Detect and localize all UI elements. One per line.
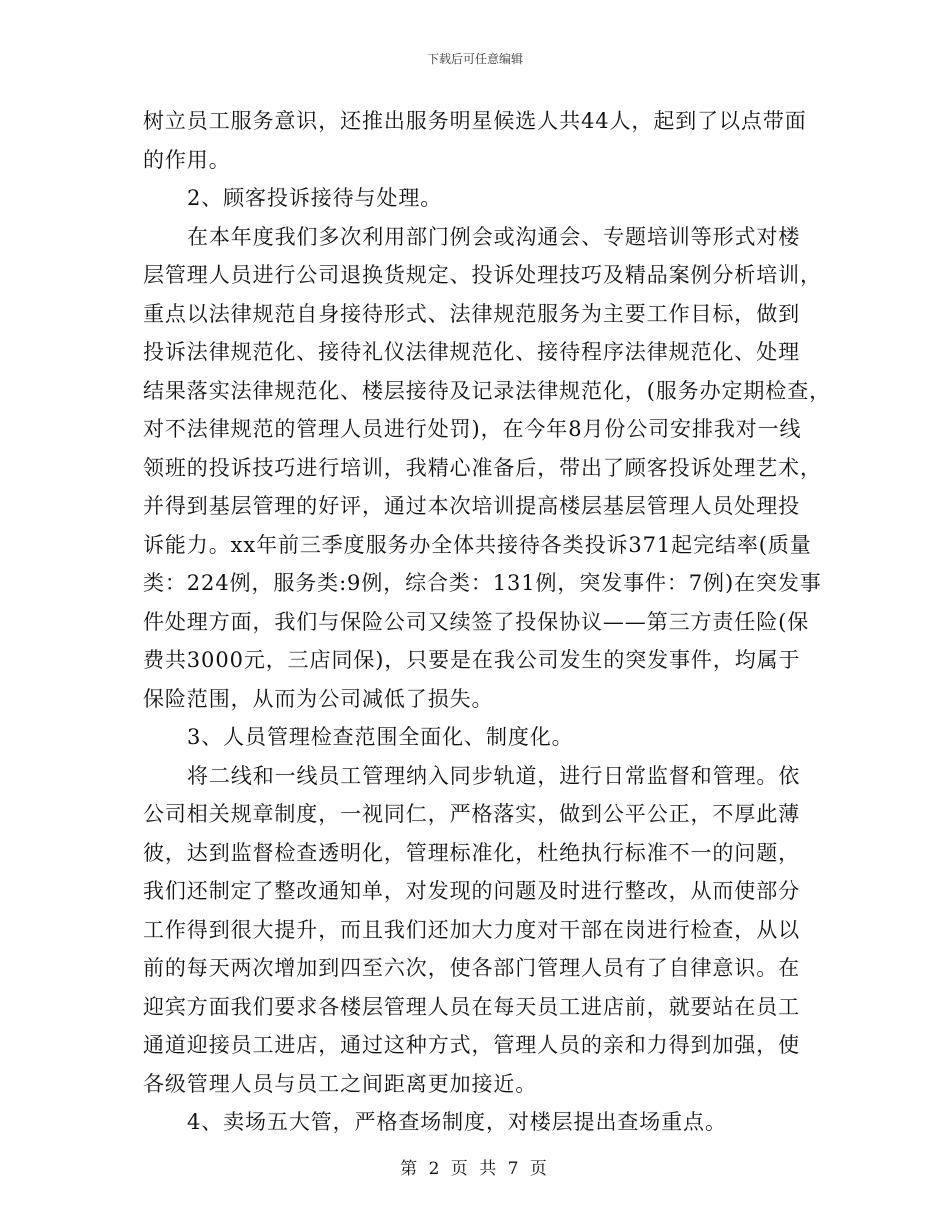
page-header: 下载后可任意编辑 bbox=[426, 52, 523, 66]
text-line: 工作得到很大提升，而且我们还加大力度对干部在岗进行检查，从以 bbox=[143, 917, 800, 942]
text-line: 的作用。 bbox=[143, 147, 231, 172]
text-line: 我们还制定了整改通知单，对发现的问题及时进行整改，从而使部分 bbox=[143, 879, 800, 903]
text-line: 迎宾方面我们要求各楼层管理人员在每天员工进店前，就要站在员工 bbox=[143, 994, 800, 1019]
text-line: 重点以法律规范自身接待形式、法律规范服务为主要工作目标，做到 bbox=[143, 301, 800, 326]
document-body bbox=[143, 102, 843, 1142]
text-line: 投诉法律规范化、接待礼仪法律规范化、接待程序法律规范化、处理 bbox=[143, 340, 800, 364]
text-line: 领班的投诉技巧进行培训，我精心准备后，带出了顾客投诉处理艺术， bbox=[143, 455, 822, 480]
text-line: 诉能力。xx年前三季度服务办全体共接待各类投诉371起完结率(质量 bbox=[143, 532, 812, 557]
text-line: 在本年度我们多次利用部门例会或沟通会、专题培训等形式对楼 bbox=[187, 224, 801, 249]
text-line: 件处理方面，我们与保险公司又续签了投保协议——第三方责任险(保 bbox=[143, 609, 810, 634]
text-line: 类：224例，服务类:9例，综合类：131例，突发事件：7例)在突发事 bbox=[143, 571, 822, 595]
text-line: 结果落实法律规范化、楼层接待及记录法律规范化，(服务办定期检查， bbox=[143, 378, 831, 403]
text-line: 保险范围，从而为公司减低了损失。 bbox=[143, 686, 494, 711]
text-line: 前的每天两次增加到四至六次，使各部门管理人员有了自律意识。在 bbox=[143, 956, 800, 980]
text-line: 通道迎接员工进店，通过这种方式，管理人员的亲和力得到加强，使 bbox=[143, 1033, 800, 1057]
text-line: 将二线和一线员工管理纳入同步轨道，进行日常监督和管理。依 bbox=[187, 763, 801, 788]
text-line: 公司相关规章制度，一视同仁，严格落实，做到公平公正，不厚此薄 bbox=[143, 802, 800, 826]
text-line: 3、人员管理检查范围全面化、制度化。 bbox=[187, 725, 574, 749]
text-line: 4、卖场五大管，严格查场制度，对楼层提出查场重点。 bbox=[187, 1110, 727, 1134]
text-line: 层管理人员进行公司退换货规定、投诉处理技巧及精品案例分析培训， bbox=[143, 263, 822, 287]
text-line: 费共3000元，三店同保)，只要是在我公司发生的突发事件，均属于 bbox=[143, 648, 801, 672]
text-line: 各级管理人员与员工之间距离更加接近。 bbox=[143, 1071, 538, 1096]
text-line: 2、顾客投诉接待与处理。 bbox=[187, 186, 443, 210]
text-line: 树立员工服务意识，还推出服务明星候选人共44人，起到了以点带面 bbox=[143, 109, 807, 133]
text-line: 并得到基层管理的好评，通过本次培训提高楼层基层管理人员处理投 bbox=[143, 494, 800, 518]
text-line: 彼，达到监督检查透明化，管理标准化，杜绝执行标准不一的问题， bbox=[143, 840, 800, 865]
page-footer: 第 2 页 共 7 页 bbox=[400, 1159, 550, 1179]
text-line: 对不法律规范的管理人员进行处罚)，在今年8月份公司安排我对一线 bbox=[143, 417, 802, 441]
